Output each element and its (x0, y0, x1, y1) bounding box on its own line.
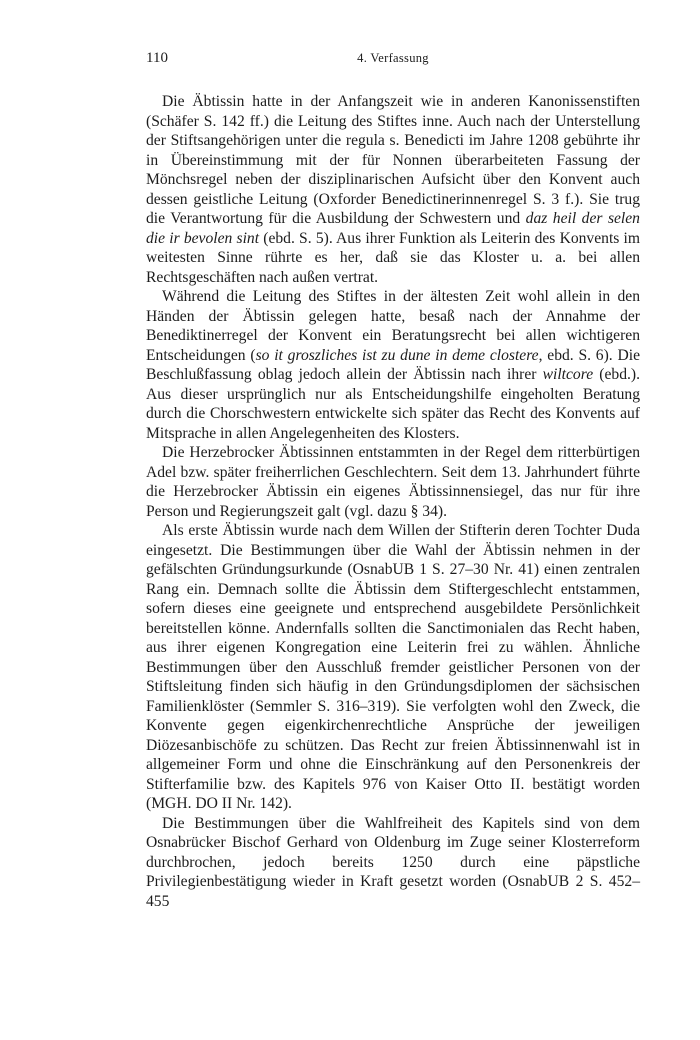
paragraph-4 (146, 521, 640, 814)
italic-quote: wiltcore (542, 366, 594, 383)
paragraph-2 (146, 287, 640, 443)
page-header (146, 50, 640, 72)
text-segment: Während die Leitung des Stiftes in der ältesten Zeit wohl allein in den Händen der Äbtissin gelegen hatte, besaß nach der Annahme der Benediktinerregel der Konvent ein Beratungsrecht bei allen wichtigeren Entscheidungen ( (146, 288, 640, 364)
italic-quote: daz heil der selen die ir bevolen sint (146, 210, 640, 247)
body-text (146, 92, 640, 911)
text-segment: Die Herzebrocker Äbtissinnen entstammten in der Regel dem ritterbürtigen Adel bzw. später freiherrlichen Geschlechtern. Seit dem 13. Jahrhundert führte die Herzebrocker Äbtissin ein eigenes Äbtissinnensiegel, das nur für ihre Person und Regierungszeit galt (vgl. dazu § 34). (146, 444, 640, 520)
paragraph-1 (146, 92, 640, 287)
paragraph-5 (146, 814, 640, 912)
text-segment: Die Äbtissin hatte in der Anfangszeit wie in anderen Kanonissenstiften (Schäfer S. 142 ff.) die Leitung des Stiftes inne. Auch nach der Unterstellung der Stiftsangehörigen unter die regula s. Benedicti im Jahre 1208 gebührte ihr in Übereinstimmung mit der für Nonnen überarbeiteten Fassung der Mönchsregel neben der disziplinarischen Aufsicht über den Konvent auch dessen geistliche Leitung (Oxforder Benedictinerinnenregel S. 3 f.). Sie trug die Verantwortung für die Ausbildung der Schwestern und (146, 93, 640, 227)
text-segment: Die Bestimmungen über die Wahlfreiheit des Kapitels sind von dem Osnabrücker Bischof Gerhard von Oldenburg im Zuge seiner Klosterreform durchbrochen, jedoch bereits 1250 durch eine päpstliche Privilegienbestätigung wieder in Kraft gesetzt worden (OsnabUB 2 S. 452–455 (146, 814, 640, 910)
italic-quote: so it groszliches ist zu dune in deme clostere (255, 346, 539, 364)
text-segment: (ebd. S. 5). Aus ihrer Funktion als Leiterin des Konvents im weitesten Sinne rührte es her, daß sie das Kloster u. a. bei allen Rechtsgeschäften nach außen vertrat. (146, 229, 640, 286)
paragraph-3 (146, 443, 640, 521)
running-head: 4. Verfassung (357, 51, 429, 65)
text-segment: (ebd.). Aus dieser ursprünglich nur als Entscheidungshilfe eingeholten Beratung durch die Chorschwestern entwickelte sich später das Recht des Konvents auf Mitsprache in allen Angelegenheiten des Klosters. (146, 366, 641, 442)
text-segment: Als erste Äbtissin wurde nach dem Willen der Stifterin deren Tochter Duda eingesetzt. Die Bestimmungen über die Wahl der Äbtissin nehmen in der gefälschten Gründungsurkunde (OsnabUB 1 S. 27–30 Nr. 41) einen zentralen Rang ein. Demnach sollte die Äbtissin dem Stiftergeschlecht entstammen, sofern dieses eine geeignete und entsprechend ausgebildete Persönlichkeit bereitstellen könne. Andernfalls sollten die Sanctimonialen das Recht haben, aus ihrer eigenen Kongregation eine Leiterin frei zu wählen. Ähnliche Bestimmungen über den Ausschluß fremder geistlicher Personen von der Stiftsleitung finden sich häufig in den Gründungsdiplomen der sächsischen Familienklöster (Semmler S. 316–319). Sie verfolgten wohl den Zweck, die Konvente gegen eigenkirchenrechtliche Ansprüche der jeweiligen Diözesanbischöfe zu schützen. Das Recht zur freien Äbtissinnenwahl ist in allgemeiner Form und ohne die Einschränkung auf den Personenkreis der Stifterfamilie bzw. des Kapitels 976 von Kaiser Otto II. bestätigt worden (MGH. DO II Nr. 142). (146, 522, 640, 812)
page-number: 110 (146, 50, 168, 66)
text-segment: , ebd. S. 6). Die Beschlußfassung oblag jedoch allein der Äbtissin nach ihrer (146, 346, 640, 383)
